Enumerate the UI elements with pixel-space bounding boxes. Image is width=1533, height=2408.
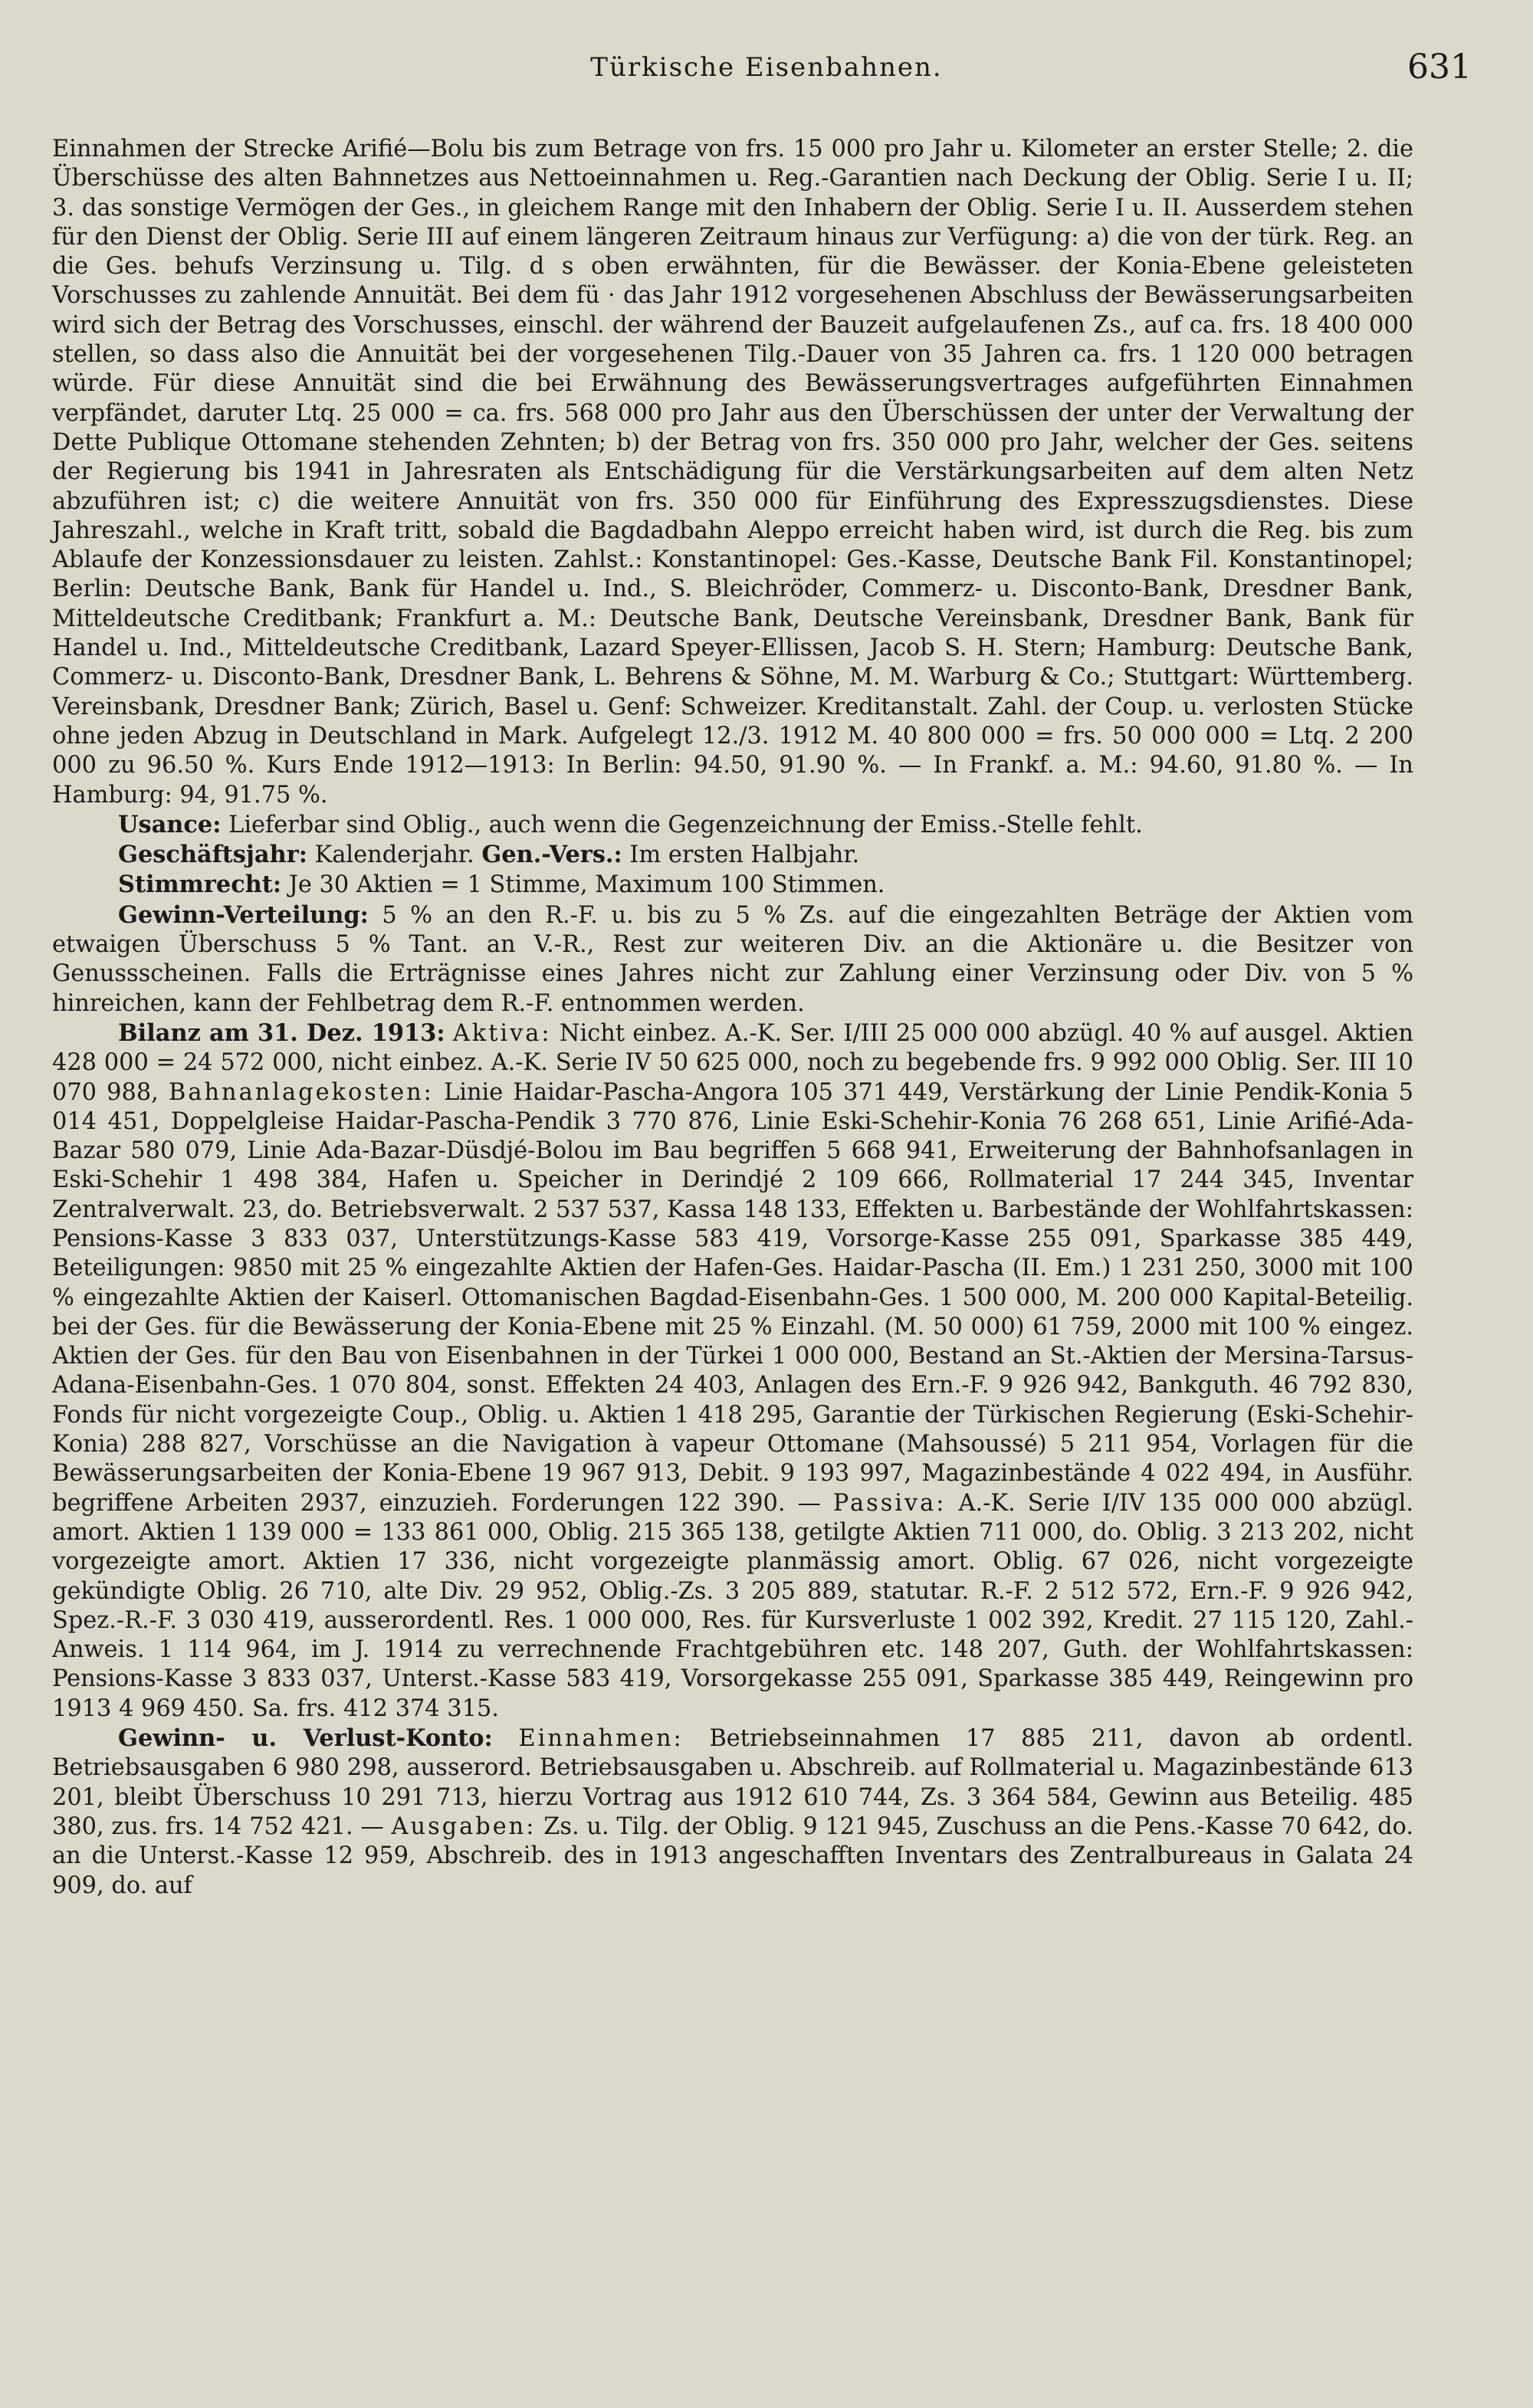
stimmrecht-paragraph [52, 870, 1413, 900]
passiva-label: Passiva: [832, 1489, 947, 1517]
usance-text: Lieferbar sind Oblig., auch wenn die Gegenzeichnung der Emiss.-Stelle fehlt. [228, 811, 1143, 838]
gewinn-verteilung-label: Gewinn-Verteilung: [118, 901, 369, 929]
aktiva-text: Nicht einbez. A.-K. Ser. I/III 25 000 000 abzügl. 40 % auf ausgel. Aktien 428 000 = 24 572 000, nicht einbez. A.-K. Serie IV 50 625 000, noch zu begebende frs. 9 992 000 Oblig. Ser. III 10 070 988, [52, 1019, 1413, 1106]
gewinn-verteilung-text: 5 % an den R.-F. u. bis zu 5 % Zs. auf die eingezahlten Beträge der Aktien vom etwaigen Überschuss 5 % Tant. an V.-R., Rest zur weiteren Div. an die Aktionäre u. die Besitzer von Genussscheinen. Falls die Erträgnisse eines Jahres nicht zur Zahlung einer Verzinsung oder Div. von 5 % hinreichen, kann der Fehlbetrag dem R.-F. entnommen werden. [52, 901, 1413, 1017]
geschaeftsjahr-paragraph [52, 840, 1413, 870]
bilanz-paragraph [52, 1019, 1413, 1724]
einnahmen-text: Betriebseinnahmen 17 885 211, davon ab ordentl. Betriebsausgaben 6 980 298, ausserord. Betriebsausgaben u. Abschreib. auf Rollmaterial u. Magazinbestände 613 201, bleibt Überschuss 10 291 713, hierzu Vortrag aus 1912 610 744, Zs. 3 364 584, Gewinn aus Beteilig. 485 380, zus. frs. 14 752 421. — [52, 1725, 1413, 1840]
usance-label: Usance: [118, 810, 222, 838]
geschaeftsjahr-text: Kalenderjahr. [314, 841, 474, 869]
aktiva-text-2: Linie Haidar-Pascha-Angora 105 371 449, Verstärkung der Linie Pendik-Konia 5 014 451, Doppelgleise Haidar-Pascha-Pendik 3 770 876, Linie Eski-Schehir-Konia 76 268 651, Linie Arifié-Ada-Bazar 580 079, Linie Ada-Bazar-Düsdjé-Bolou im Bau begriffen 5 668 941, Erweiterung der Bahnhofsanlagen in Eski-Schehir 1 498 384, Hafen u. Speicher in Derindjé 2 109 666, Rollmaterial 17 244 345, Inventar Zentralverwalt. 23, do. Betriebsverwalt. 2 537 537, Kassa 148 133, Effekten u. Barbestände der Wohlfahrtskassen: Pensions-Kasse 3 833 037, Unterstützungs-Kasse 583 419, Vorsorge-Kasse 255 091, Sparkasse 385 449, Beteiligungen: 9850 mit 25 % eingezahlte Aktien der Hafen-Ges. Haidar-Pascha (II. Em.) 1 231 250, 3000 mit 100 % eingezahlte Aktien der Kaiserl. Ottomanischen Bagdad-Eisenbahn-Ges. 1 500 000, M. 200 000 Kapital-Beteilig. bei der Ges. für die Bewässerung der Konia-Ebene mit 25 % Einzahl. (M. 50 000) 61 759, 2000 mit 100 % eingez. Aktien der Ges. für den Bau von Eisenbahnen in der Türkei 1 000 000, Bestand an St.-Aktien der Mersina-Tarsus-Adana-Eisenbahn-Ges. 1 070 804, sonst. Effekten 24 403, Anlagen des Ern.-F. 9 926 942, Bankguth. 46 792 830, Fonds für nicht vorgezeigte Coup., Oblig. u. Aktien 1 418 295, Garantie der Türkischen Regierung (Eski-Schehir-Konia) 288 827, Vorschüsse an die Navigation à vapeur Ottomane (Mahsoussé) 5 211 954, Vorlagen für die Bewässerungsarbeiten der Konia-Ebene 19 967 913, Debit. 9 193 997, Magazinbestände 4 022 494, in Ausführ. begriffene Arbeiten 2937, einzuzieh. Forderungen 122 390. — [52, 1078, 1413, 1517]
body-text [52, 135, 1413, 1901]
gen-vers-label: Gen.-Vers.: [481, 841, 622, 869]
gen-vers-text: Im ersten Halbjahr. [629, 841, 860, 869]
einnahmen-label: Einnahmen: [518, 1725, 684, 1753]
page-number: 631 [1407, 48, 1472, 87]
stimmrecht-text: Je 30 Aktien = 1 Stimme, Maximum 100 Stimmen. [288, 871, 885, 899]
bahnanlage-label: Bahnanlagekosten: [169, 1078, 434, 1106]
aktiva-label: Aktiva: [452, 1019, 552, 1047]
usance-paragraph [52, 810, 1413, 840]
passiva-text: A.-K. Serie I/IV 135 000 000 abzügl. amort. Aktien 1 139 000 = 133 861 000, Oblig. 215 365 138, getilgte Aktien 711 000, do. Oblig. 3 213 202, nicht vorgezeigte amort. Aktien 17 336, nicht vorgezeigte planmässig amort. Oblig. 67 026, nicht vorgezeigte gekündigte Oblig. 26 710, alte Div. 29 952, Oblig.-Zs. 3 205 889, statutar. R.-F. 2 512 572, Ern.-F. 9 926 942, Spez.-R.-F. 3 030 419, ausserordentl. Res. 1 000 000, Res. für Kursverluste 1 002 392, Kredit. 27 115 120, Zahl.-Anweis. 1 114 964, im J. 1914 zu verrechnende Frachtgebühren etc. 148 207, Guth. der Wohlfahrtskassen: Pensions-Kasse 3 833 037, Unterst.-Kasse 583 419, Vorsorgekasse 255 091, Sparkasse 385 449, Reingewinn pro 1913 4 969 450. Sa. frs. 412 374 315. [52, 1489, 1413, 1722]
running-title: Türkische Eisenbahnen. [590, 52, 943, 83]
gewinn-verlust-paragraph [52, 1724, 1413, 1901]
stimmrecht-label: Stimmrecht: [118, 871, 282, 899]
page-header [54, 48, 1479, 98]
bilanz-label: Bilanz am 31. Dez. 1913: [118, 1019, 445, 1047]
ausgaben-label: Ausgaben: [391, 1813, 537, 1840]
gewinn-verlust-label: Gewinn- u. Verlust-Konto: [118, 1724, 493, 1753]
geschaeftsjahr-label: Geschäftsjahr: [118, 841, 307, 869]
gewinn-verteilung-paragraph [52, 901, 1413, 1019]
intro-paragraph: Einnahmen der Strecke Arifié—Bolu bis zum Betrage von frs. 15 000 pro Jahr u. Kilometer an erster Stelle; 2. die Überschüsse des alten Bahnnetzes aus Nettoeinnahmen u. Reg.-Garantien nach Deckung der Oblig. Serie I u. II; 3. das sonstige Vermögen der Ges., in gleichem Range mit den Inhabern der Oblig. Serie I u. II. Ausserdem stehen für den Dienst der Oblig. Serie III auf einem längeren Zeitraum hinaus zur Verfügung: a) die von der türk. Reg. an die Ges. behufs Verzinsung u. Tilg. d s oben erwähnten, für die Bewässer. der Konia-Ebene geleisteten Vorschusses zu zahlende Annuität. Bei dem fü · das Jahr 1912 vorgesehenen Abschluss der Bewässerungsarbeiten wird sich der Betrag des Vorschusses, einschl. der während der Bauzeit aufgelaufenen Zs., auf ca. frs. 18 400 000 stellen, so dass also die Annuität bei der vorgesehenen Tilg.-Dauer von 35 Jahren ca. frs. 1 120 000 betragen würde. Für diese Annuität sind die bei Erwähnung des Bewässerungsvertrages aufgeführten Einnahmen verpfändet, daruter Ltq. 25 000 = ca. frs. 568 000 pro Jahr aus den Überschüssen der unter der Verwaltung der Dette Publique Ottomane stehenden Zehnten; b) der Betrag von frs. 350 000 pro Jahr, welcher der Ges. seitens der Regierung bis 1941 in Jahresraten als Entschädigung für die Verstärkungsarbeiten auf dem alten Netz abzuführen ist; c) die weitere Annuität von frs. 350 000 für Einführung des Expresszugsdienstes. Diese Jahreszahl., welche in Kraft tritt, sobald die Bagdadbahn Aleppo erreicht haben wird, ist durch die Reg. bis zum Ablaufe der Konzessionsdauer zu leisten. Zahlst.: Konstantinopel: Ges.-Kasse, Deutsche Bank Fil. Konstantinopel; Berlin: Deutsche Bank, Bank für Handel u. Ind., S. Bleichröder, Commerz- u. Disconto-Bank, Dresdner Bank, Mitteldeutsche Creditbank; Frankfurt a. M.: Deutsche Bank, Deutsche Vereinsbank, Dresdner Bank, Bank für Handel u. Ind., Mitteldeutsche Creditbank, Lazard Speyer-Ellissen, Jacob S. H. Stern; Hamburg: Deutsche Bank, Commerz- u. Disconto-Bank, Dresdner Bank, L. Behrens & Söhne, M. M. Warburg & Co.; Stuttgart: Württemberg. Vereinsbank, Dresdner Bank; Zürich, Basel u. Genf: Schweizer. Kreditanstalt. Zahl. der Coup. u. verlosten Stücke ohne jeden Abzug in Deutschland in Mark. Aufgelegt 12./3. 1912 M. 40 800 000 = frs. 50 000 000 = Ltq. 2 200 000 zu 96.50 %. Kurs Ende 1912—1913: In Berlin: 94.50, 91.90 %. — In Frankf. a. M.: 94.60, 91.80 %. — In Hamburg: 94, 91.75 %. [52, 136, 1413, 809]
ausgaben-text: Zs. u. Tilg. der Oblig. 9 121 945, Zuschuss an die Pens.-Kasse 70 642, do. an die Unterst.-Kasse 12 959, Abschreib. des in 1913 angeschafften Inventars des Zentralbureaus in Galata 24 909, do. auf [52, 1813, 1413, 1899]
